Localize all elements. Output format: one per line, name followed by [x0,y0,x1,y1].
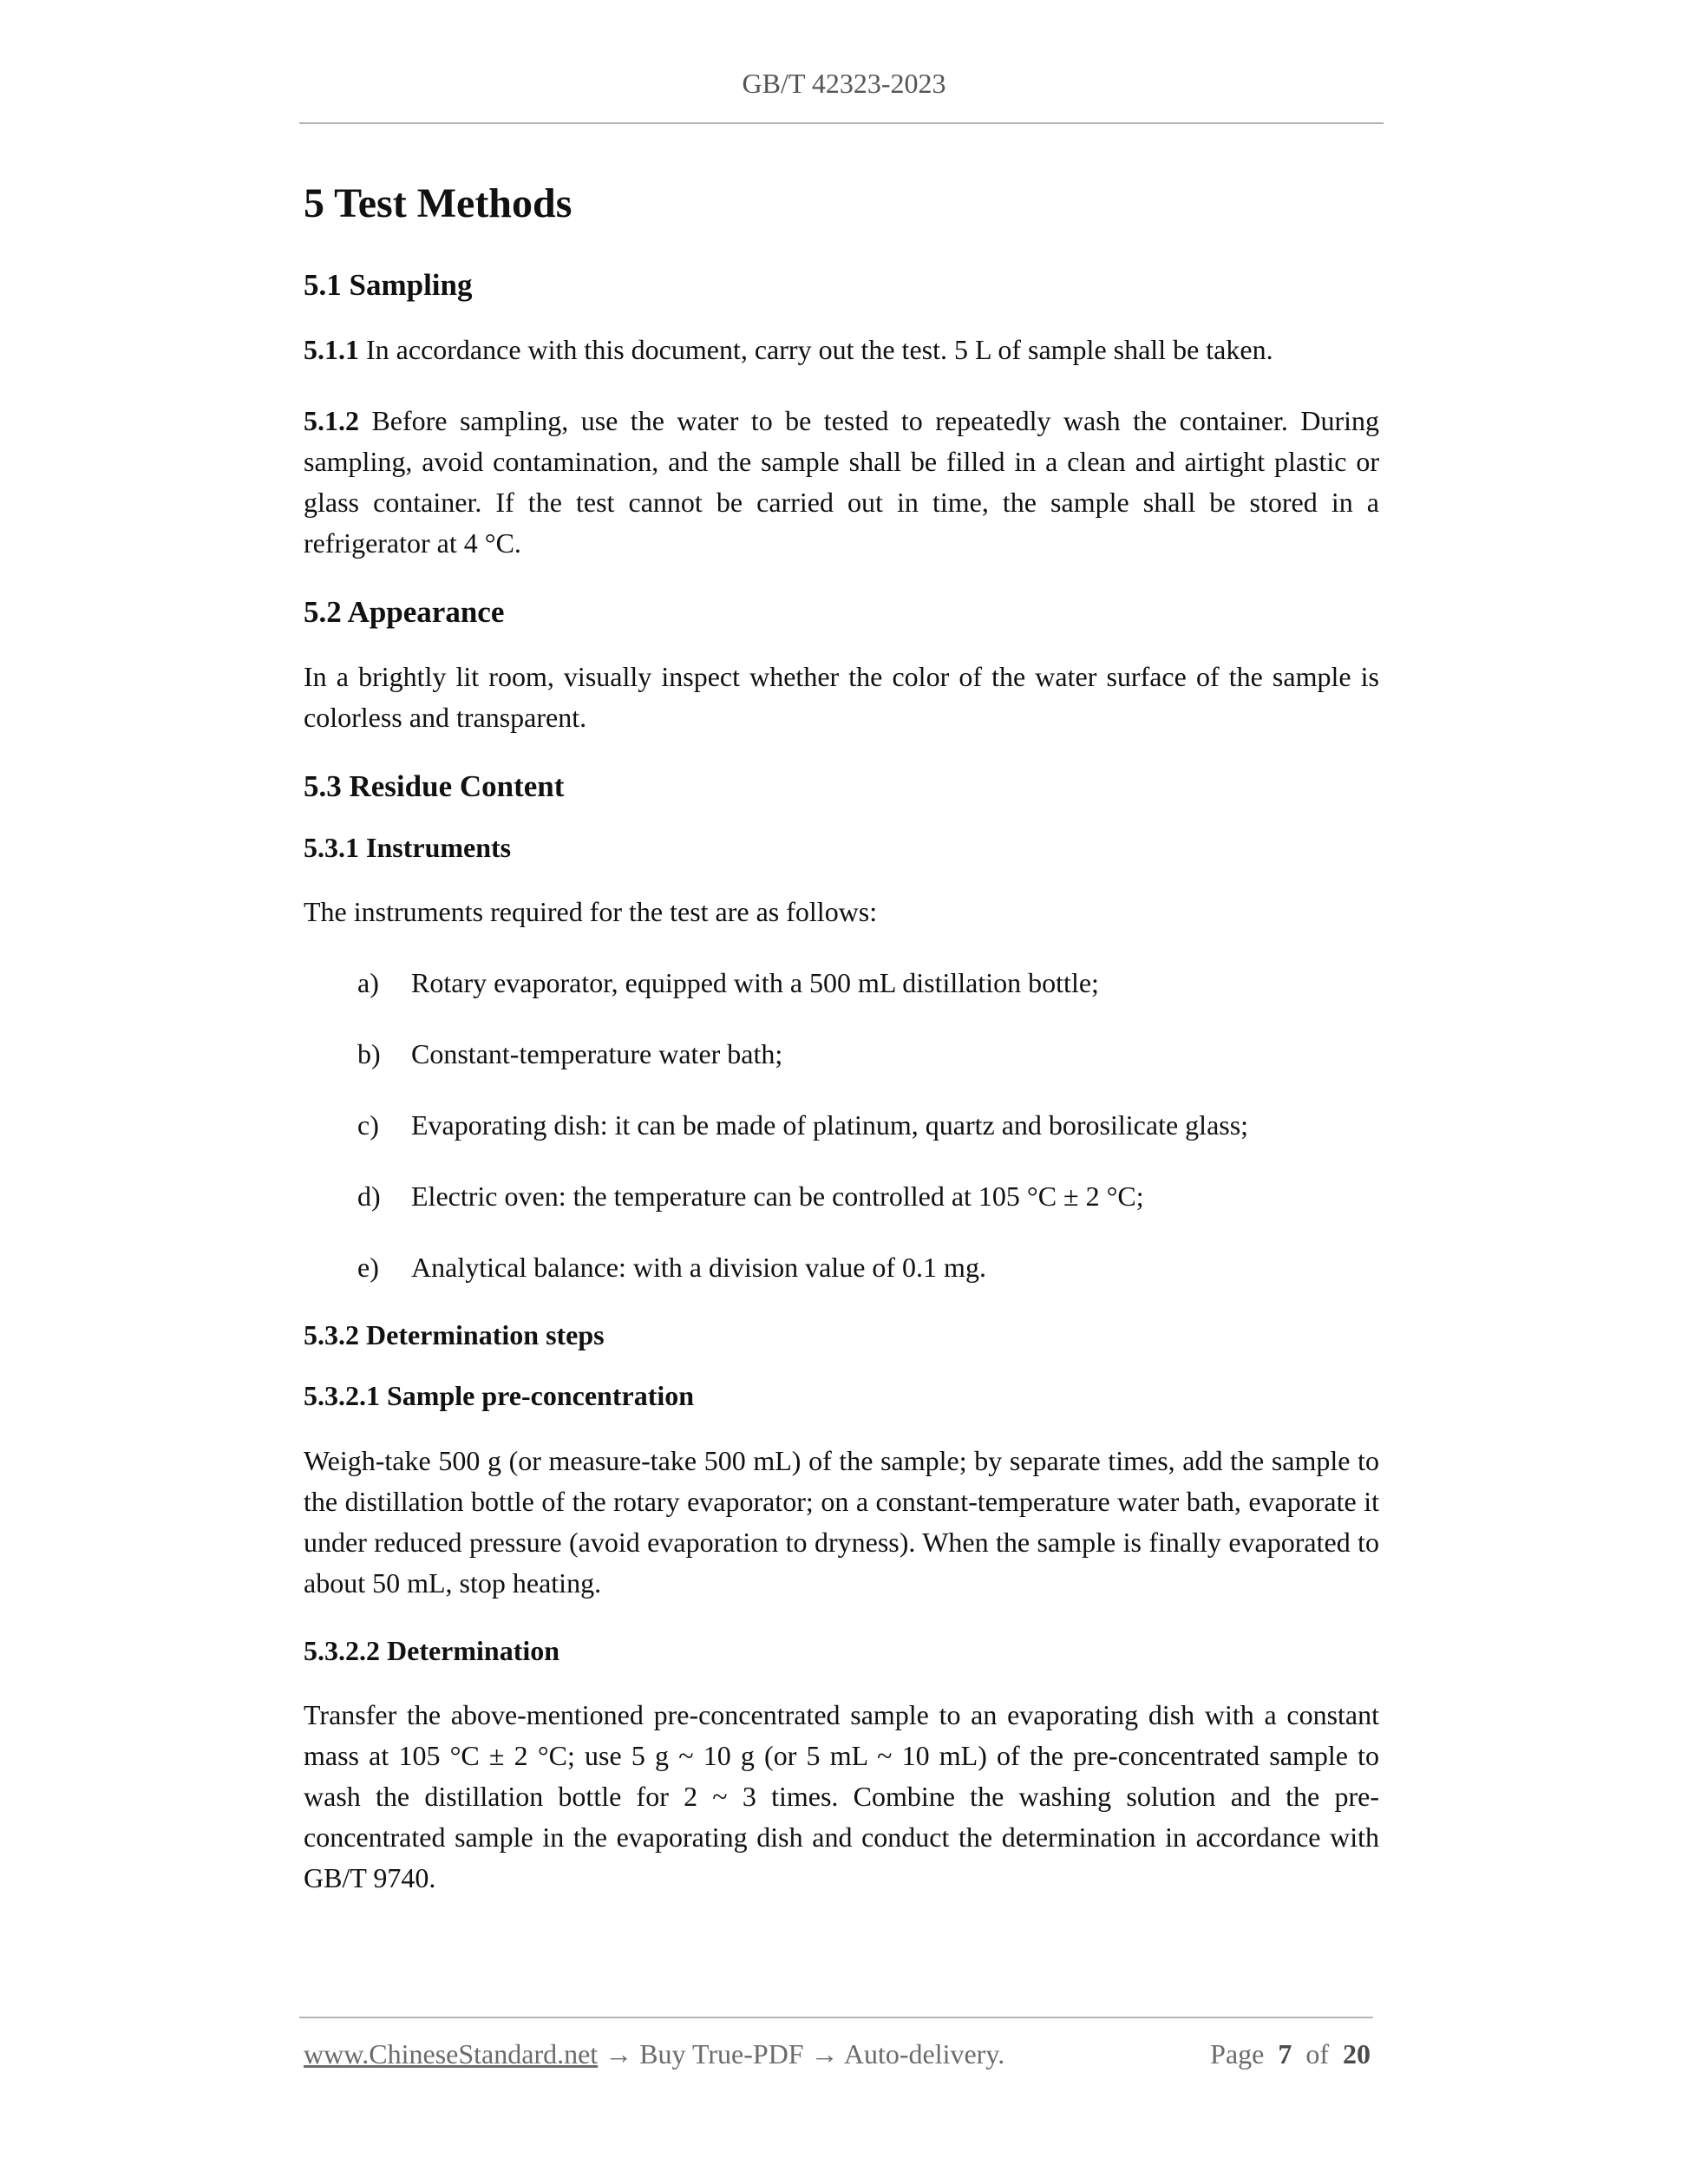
list-item [304,1034,1379,1075]
instrument-list [304,963,1379,1288]
clause-5-3-2-1-title: 5.3.2.1 Sample pre-concentration [304,1380,695,1412]
list-text: Constant-temperature water bath; [411,1037,783,1069]
page-total: 20 [1343,2038,1371,2070]
list-item [304,963,1379,1004]
subsection-5-3-title: 5.3 Residue Content [304,768,565,803]
of-label: of [1305,2038,1329,2070]
instruments-intro: The instruments required for the test are as follows: [304,895,878,927]
website-link[interactable]: www.ChineseStandard.net [304,2038,599,2070]
list-text: Evaporating dish: it can be made of platinum, quartz and borosilicate glass; [411,1108,1249,1141]
clause-text: In accordance with this document, carry out the test. 5 L of sample shall be taken. [359,333,1273,365]
list-text: Rotary evaporator, equipped with a 500 mL distillation bottle; [411,966,1099,998]
header-divider [299,122,1384,124]
page-indicator [1210,2038,1371,2070]
clause-5-3-1-title: 5.3.1 Instruments [304,831,512,863]
section-title: 5 Test Methods [304,180,572,226]
footer-left [304,2038,1004,2070]
appearance-paragraph: In a brightly lit room, visually inspect whether the color of the water surface of the sample is colorless and transparent. [304,660,1379,733]
list-text: Electric oven: the temperature can be controlled at 105 °C ± 2 °C; [411,1180,1144,1212]
clause-5-1-2 [304,401,1379,564]
clause-number: 5.1.2 [304,404,359,436]
list-marker: b) [357,1037,381,1069]
clause-5-3-2-title: 5.3.2 Determination steps [304,1318,605,1350]
page-label: Page [1210,2038,1265,2070]
page-number: 7 [1278,2038,1292,2070]
clause-number: 5.1.1 [304,333,359,365]
page-header-title: GB/T 42323-2023 [742,68,946,99]
subsection-5-2-title: 5.2 Appearance [304,594,505,629]
clause-5-3-2-2-title: 5.3.2.2 Determination [304,1634,560,1666]
document-body [304,179,1379,1929]
list-text: Analytical balance: with a division value of 0.1 mg. [411,1251,986,1283]
determination-paragraph: Transfer the above-mentioned pre-concentrated sample to an evaporating dish with a constant mass at 105 °C ± 2 °C; use 5 g ~ 10 g (or 5 mL ~ 10 mL) of the pre-concentrated sample to wash the distillation bottle for 2 ~ 3 times. Combine the washing solution and the pre-concentrated sample in the evaporating dish and conduct the determination in accordance with GB/T 9740. [304,1699,1379,1894]
footer-tagline: → Buy True-PDF → Auto-delivery. [598,2038,1005,2070]
pre-concentration-paragraph: Weigh-take 500 g (or measure-take 500 mL) of the sample; by separate times, add the sample to the distillation bottle of the rotary evaporator; on a constant-temperature water bath, evaporate it under reduced pressure (avoid evaporation to dryness). When the sample is finally evaporated to about 50 mL, stop heating. [304,1444,1379,1599]
list-item [304,1176,1379,1217]
list-marker: c) [357,1108,379,1141]
list-item [304,1247,1379,1288]
subsection-5-1-title: 5.1 Sampling [304,267,473,302]
clause-5-1-1 [304,330,1379,370]
list-item [304,1105,1379,1146]
footer-divider [299,2017,1373,2018]
list-marker: e) [357,1251,379,1283]
clause-text: Before sampling, use the water to be tested to repeatedly wash the container. During sampling, avoid contamination, and the sample shall be filled in a clean and airtight plastic or glass container. If the test cannot be carried out in time, the sample shall be stored in a refrigerator at 4 °C. [304,404,1379,559]
list-marker: d) [357,1180,381,1212]
list-marker: a) [357,966,379,998]
